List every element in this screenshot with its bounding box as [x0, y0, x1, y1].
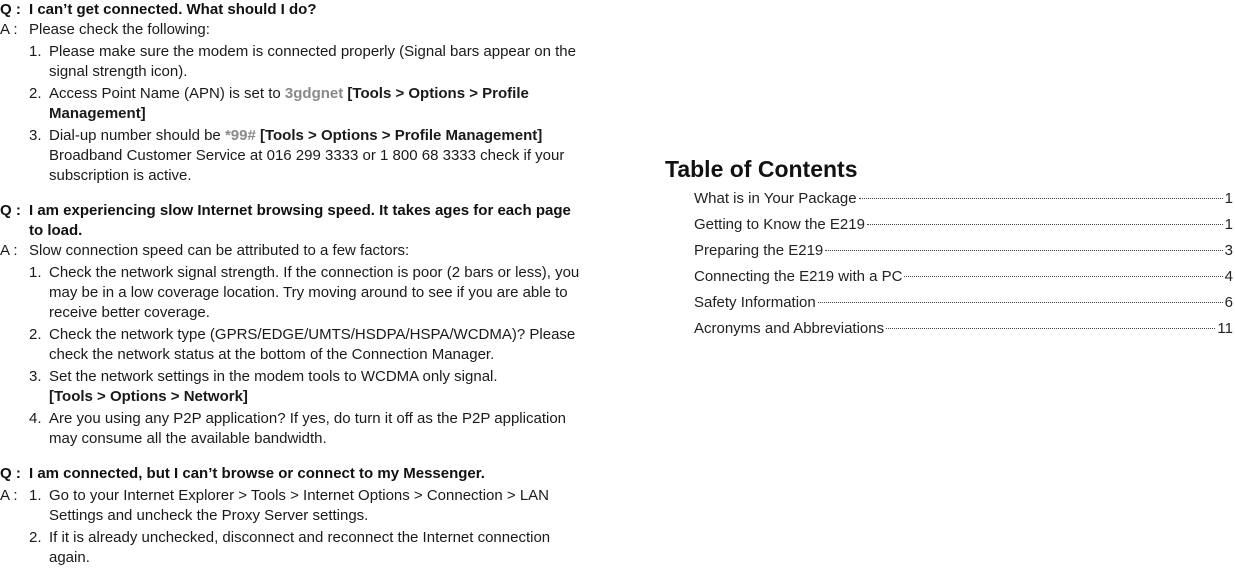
item-text: Check the network type (GPRS/EDGE/UMTS/HSDPA/HSPA/WCDMA)? Please check the network status at the bottom of the Connection Manager. [49, 326, 576, 363]
answer-intro: Please check the following: [29, 21, 210, 38]
toc-entry[interactable] [694, 242, 1233, 268]
toc-entry[interactable] [694, 268, 1233, 294]
toc-entry-label: Safety Information [694, 294, 816, 311]
toc-page-number: 4 [1224, 268, 1233, 285]
faq-answer-1-intro [0, 20, 580, 40]
menu-path: [Tools > Options > Network] [49, 388, 248, 405]
toc-page-number: 3 [1224, 242, 1233, 259]
list-item [0, 42, 580, 82]
list-item [0, 84, 580, 124]
toc-entry[interactable] [694, 320, 1233, 346]
item-text: Access Point Name (APN) is set to [49, 85, 285, 102]
q-label: Q : [0, 202, 21, 219]
faq-question-3 [0, 464, 580, 484]
leader-dots [904, 276, 1222, 277]
item-text-cont: Broadband Customer Service at 016 299 3333 or 1 800 68 3333 check if your subscription is active. [49, 147, 565, 184]
question-text: I can’t get connected. What should I do? [29, 1, 317, 18]
a-label: A : [0, 21, 18, 38]
item-text: Set the network settings in the modem tools to WCDMA only signal. [49, 368, 498, 385]
toc-entry[interactable] [694, 294, 1233, 320]
faq-question-2 [0, 201, 580, 241]
toc-entry-label: Acronyms and Abbreviations [694, 320, 885, 337]
list-item [0, 528, 580, 568]
list-item [0, 263, 580, 323]
answer-intro: Slow connection speed can be attributed to a few factors: [29, 242, 410, 259]
item-number: 1. [29, 487, 42, 504]
menu-path: [Tools > Options > Profile Management] [255, 127, 543, 144]
leader-dots [818, 302, 1223, 303]
q-label: Q : [0, 465, 21, 482]
list-item [0, 486, 580, 526]
item-number: 1. [29, 264, 42, 281]
table-of-contents [665, 154, 1233, 346]
item-text: Check the network signal strength. If the connection is poor (2 bars or less), you may be in a low coverage location. Try moving around to see if you are able to receive better coverage. [49, 264, 580, 321]
question-text: I am experiencing slow Internet browsing speed. It takes ages for each page to load. [29, 202, 571, 239]
menu-path: [Tools > Options > Profile Management] [49, 85, 529, 122]
item-number: 1. [29, 43, 42, 60]
item-text: Please make sure the modem is connected properly (Signal bars appear on the signal strength icon). [49, 43, 576, 80]
faq-question-1 [0, 0, 580, 20]
item-number: 2. [29, 326, 42, 343]
item-number: 2. [29, 529, 42, 546]
toc-page-number: 1 [1224, 216, 1233, 233]
toc-page-number: 1 [1224, 190, 1233, 207]
a-label: A : [0, 242, 18, 259]
toc-entry[interactable] [694, 190, 1233, 216]
toc-entry[interactable] [694, 216, 1233, 242]
item-number: 3. [29, 127, 42, 144]
item-number: 2. [29, 85, 42, 102]
leader-dots [825, 250, 1222, 251]
list-item [0, 409, 580, 449]
item-text: If it is already unchecked, disconnect and reconnect the Internet connection again. [49, 529, 551, 566]
toc-entry-label: Getting to Know the E219 [694, 216, 865, 233]
dialup-number: *99# [224, 127, 256, 144]
toc-title: Table of Contents [665, 156, 858, 182]
q-label: Q : [0, 1, 21, 18]
item-number: 4. [29, 410, 42, 427]
faq-section [0, 0, 580, 568]
item-text: Dial-up number should be [49, 127, 225, 144]
question-text: I am connected, but I can’t browse or connect to my Messenger. [29, 465, 485, 482]
toc-entry-label: Connecting the E219 with a PC [694, 268, 903, 285]
list-item [0, 325, 580, 365]
item-text: Go to your Internet Explorer > Tools > Internet Options > Connection > LAN Settings and uncheck the Proxy Server settings. [49, 487, 550, 524]
leader-dots [886, 328, 1215, 329]
list-item [0, 367, 580, 407]
leader-dots [859, 198, 1223, 199]
faq-answer-2-intro [0, 241, 580, 261]
list-item [0, 126, 580, 186]
toc-page-number: 6 [1224, 294, 1233, 311]
a-label: A : [0, 487, 18, 504]
item-text: Are you using any P2P application? If yes, do turn it off as the P2P application may consume all the available bandwidth. [49, 410, 567, 447]
toc-entry-label: Preparing the E219 [694, 242, 824, 259]
item-number: 3. [29, 368, 42, 385]
toc-entry-label: What is in Your Package [694, 190, 857, 207]
toc-page-number: 11 [1217, 320, 1233, 337]
apn-value: 3gdgnet [284, 85, 344, 102]
leader-dots [867, 224, 1223, 225]
